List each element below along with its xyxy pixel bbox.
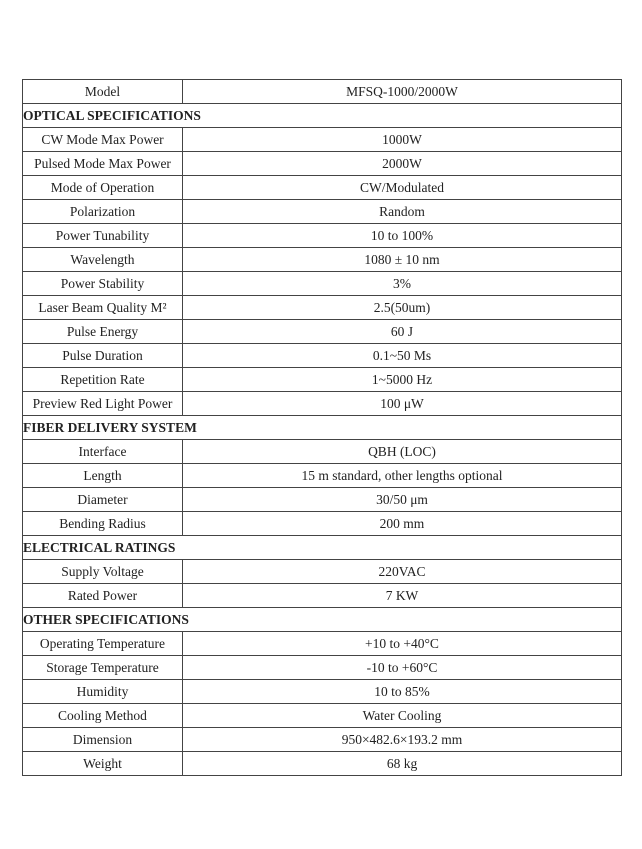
spec-value: 10 to 100%: [183, 224, 622, 248]
spec-row: [23, 512, 622, 536]
spec-value: 60 J: [183, 320, 622, 344]
spec-label: Laser Beam Quality M²: [23, 296, 183, 320]
spec-label: Repetition Rate: [23, 368, 183, 392]
spec-label: Weight: [23, 752, 183, 776]
spec-row: [23, 224, 622, 248]
section-header-row: [23, 536, 622, 560]
section-title: OTHER SPECIFICATIONS: [23, 608, 622, 632]
spec-row: [23, 128, 622, 152]
spec-row: [23, 344, 622, 368]
section-header-row: [23, 416, 622, 440]
spec-value: +10 to +40°C: [183, 632, 622, 656]
spec-row: [23, 440, 622, 464]
spec-value: 3%: [183, 272, 622, 296]
section-header-row: [23, 104, 622, 128]
spec-label: Operating Temperature: [23, 632, 183, 656]
spec-row: [23, 176, 622, 200]
spec-label: Power Tunability: [23, 224, 183, 248]
spec-value: 15 m standard, other lengths optional: [183, 464, 622, 488]
spec-label: Preview Red Light Power: [23, 392, 183, 416]
spec-value: 68 kg: [183, 752, 622, 776]
spec-row: [23, 464, 622, 488]
spec-label: Humidity: [23, 680, 183, 704]
spec-label: Supply Voltage: [23, 560, 183, 584]
spec-value: 0.1~50 Ms: [183, 344, 622, 368]
spec-row: [23, 584, 622, 608]
spec-label: Storage Temperature: [23, 656, 183, 680]
model-label: Model: [23, 80, 183, 104]
spec-value: 1~5000 Hz: [183, 368, 622, 392]
spec-label: Bending Radius: [23, 512, 183, 536]
section-title: ELECTRICAL RATINGS: [23, 536, 622, 560]
spec-row: [23, 632, 622, 656]
spec-table: [22, 79, 622, 776]
spec-label: Dimension: [23, 728, 183, 752]
spec-row: [23, 296, 622, 320]
spec-value: 100 μW: [183, 392, 622, 416]
spec-label: Wavelength: [23, 248, 183, 272]
spec-label: Cooling Method: [23, 704, 183, 728]
spec-value: 2000W: [183, 152, 622, 176]
model-row: [23, 80, 622, 104]
spec-value: 1080 ± 10 nm: [183, 248, 622, 272]
spec-value: Water Cooling: [183, 704, 622, 728]
spec-value: 200 mm: [183, 512, 622, 536]
section-title: FIBER DELIVERY SYSTEM: [23, 416, 622, 440]
spec-row: [23, 368, 622, 392]
spec-row: [23, 248, 622, 272]
spec-row: [23, 272, 622, 296]
spec-row: [23, 320, 622, 344]
spec-value: QBH (LOC): [183, 440, 622, 464]
spec-row: [23, 704, 622, 728]
section-title: OPTICAL SPECIFICATIONS: [23, 104, 622, 128]
spec-row: [23, 152, 622, 176]
model-value: MFSQ-1000/2000W: [183, 80, 622, 104]
spec-label: Mode of Operation: [23, 176, 183, 200]
spec-label: Pulsed Mode Max Power: [23, 152, 183, 176]
spec-label: Rated Power: [23, 584, 183, 608]
spec-label: Interface: [23, 440, 183, 464]
spec-row: [23, 560, 622, 584]
spec-value: 220VAC: [183, 560, 622, 584]
spec-value: 7 KW: [183, 584, 622, 608]
spec-label: Polarization: [23, 200, 183, 224]
spec-value: 30/50 μm: [183, 488, 622, 512]
spec-value: 1000W: [183, 128, 622, 152]
spec-value: 2.5(50um): [183, 296, 622, 320]
spec-label: Pulse Duration: [23, 344, 183, 368]
spec-label: CW Mode Max Power: [23, 128, 183, 152]
spec-row: [23, 392, 622, 416]
spec-label: Power Stability: [23, 272, 183, 296]
spec-row: [23, 680, 622, 704]
spec-table-body: [23, 80, 622, 776]
spec-label: Pulse Energy: [23, 320, 183, 344]
spec-value: 950×482.6×193.2 mm: [183, 728, 622, 752]
section-header-row: [23, 608, 622, 632]
spec-value: Random: [183, 200, 622, 224]
spec-value: 10 to 85%: [183, 680, 622, 704]
spec-row: [23, 200, 622, 224]
spec-label: Diameter: [23, 488, 183, 512]
spec-row: [23, 752, 622, 776]
spec-label: Length: [23, 464, 183, 488]
spec-row: [23, 656, 622, 680]
spec-row: [23, 728, 622, 752]
spec-value: -10 to +60°C: [183, 656, 622, 680]
spec-row: [23, 488, 622, 512]
spec-value: CW/Modulated: [183, 176, 622, 200]
